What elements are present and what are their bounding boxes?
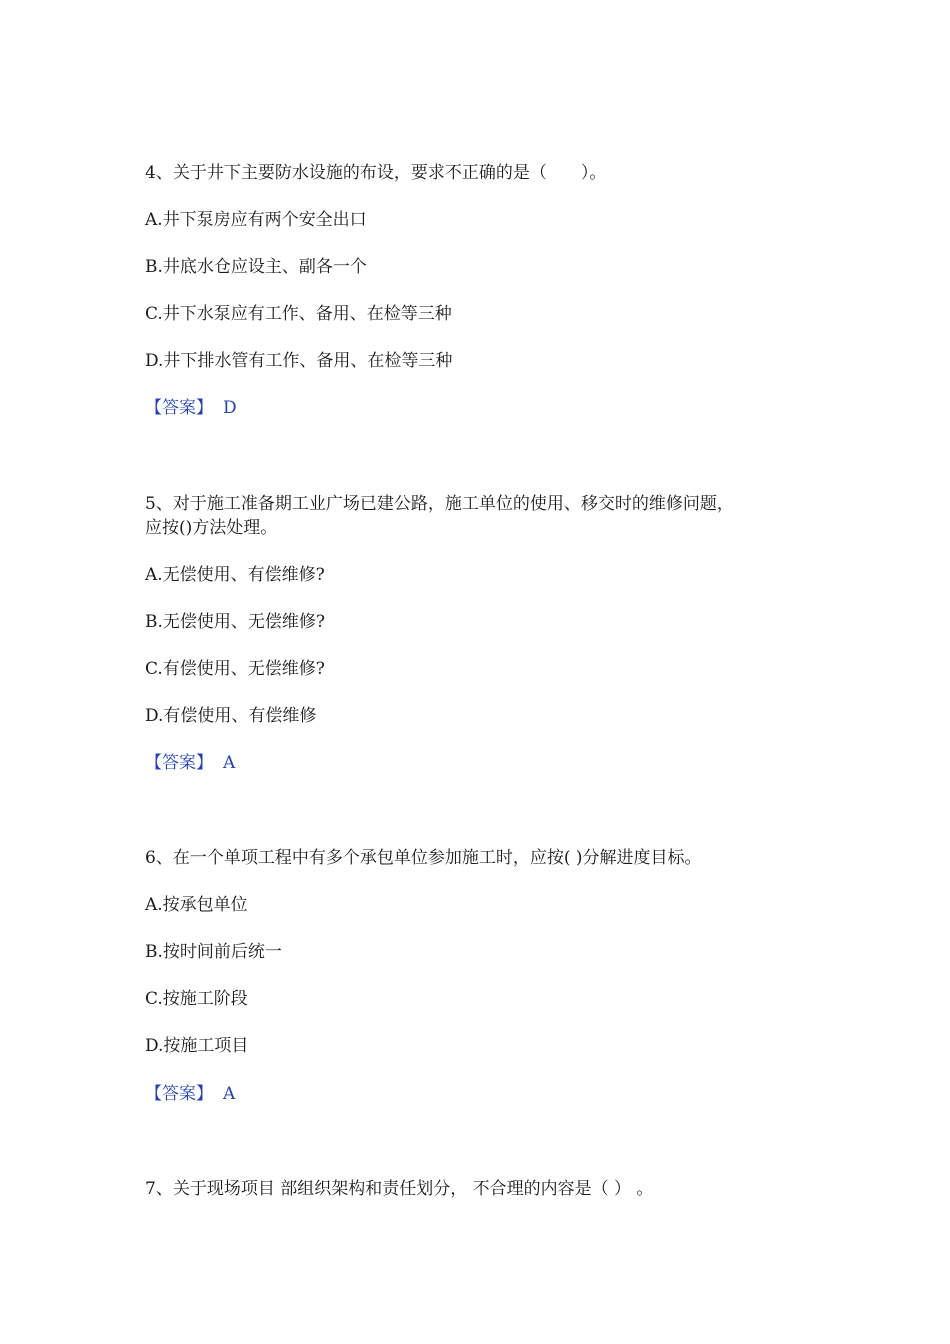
question-4-stem: 4、关于井下主要防水设施的布设，要求不正确的是（ ）。 (145, 163, 607, 183)
question-6-stem: 6、在一个单项工程中有多个承包单位参加施工时，应按( )分解进度目标。 (145, 848, 702, 868)
question-4-answer (145, 396, 237, 420)
question-4-option-a: A.井下泵房应有两个安全出口 (145, 210, 367, 230)
answer-value: A (223, 753, 236, 773)
question-6-answer (145, 1082, 235, 1106)
question-5-answer (145, 751, 235, 775)
answer-label: 【答案】 (145, 1084, 213, 1104)
question-6-option-c: C.按施工阶段 (145, 989, 248, 1009)
question-5-option-a: A.无偿使用、有偿维修? (145, 565, 325, 585)
answer-value: D (223, 398, 237, 418)
question-5-stem-line-2: 应按()方法处理。 (145, 518, 278, 538)
question-6-option-a: A.按承包单位 (145, 895, 248, 915)
question-5-option-c: C.有偿使用、无偿维修? (145, 659, 325, 679)
question-4-option-c: C.井下水泵应有工作、备用、在检等三种 (145, 304, 452, 324)
answer-label: 【答案】 (145, 398, 213, 418)
answer-value: A (223, 1084, 236, 1104)
question-5-option-b: B.无偿使用、无偿维修? (145, 612, 326, 632)
answer-label: 【答案】 (145, 753, 213, 773)
question-6-option-b: B.按时间前后统一 (145, 942, 282, 962)
question-5-option-d: D.有偿使用、有偿维修 (145, 706, 317, 726)
question-4-option-d: D.井下排水管有工作、备用、在检等三种 (145, 351, 453, 371)
question-5-stem-line-1: 5、对于施工准备期工业广场已建公路，施工单位的使用、移交时的维修问题， (145, 494, 734, 514)
question-7-stem: 7、关于现场项目 部组织架构和责任划分， 不合理的内容是（ ） 。 (145, 1179, 654, 1199)
question-4-option-b: B.井底水仓应设主、副各一个 (145, 257, 367, 277)
question-6-option-d: D.按施工项目 (145, 1036, 249, 1056)
